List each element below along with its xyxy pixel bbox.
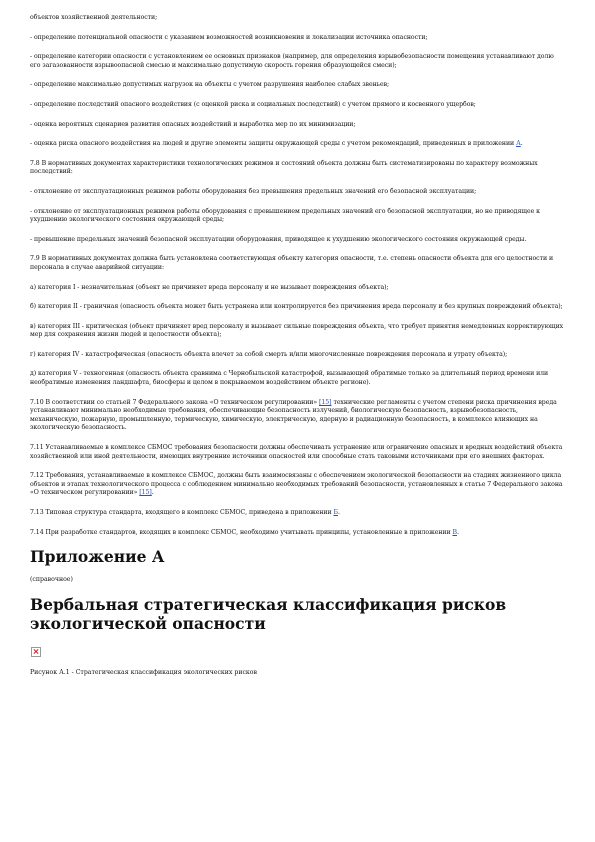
paragraph xyxy=(30,284,565,293)
paragraph-text-tail: . xyxy=(520,140,523,148)
paragraph xyxy=(30,472,565,498)
paragraph xyxy=(30,14,565,23)
paragraph-text: объектов хозяйственной деятельности; xyxy=(30,14,158,21)
paragraph-text: в) категория III - критическая (объект причиняет вред персоналу и вызывает сильные повреждения объекта, что требует принятия немедленных корректирующих мер для сохранения жизни людей и целостности объекта); xyxy=(30,322,564,339)
paragraph-text: 7.10 В соответствии со статьей 7 Федерального закона «О техническом регулировании» xyxy=(30,398,320,406)
paragraph-text: - превышение предельных значений безопасной эксплуатации оборудования, приводящее к ухудшению экологического состояния окружающей среды. xyxy=(30,235,527,243)
paragraph xyxy=(30,303,565,312)
paragraph xyxy=(30,236,565,245)
paragraph-text: а) категория I - незначительная (объект не причиняет вреда персоналу и не вызывает повреждения объекта); xyxy=(30,283,389,291)
paragraph xyxy=(30,101,565,110)
paragraph-text: 7.14 При разработке стандартов, входящих в комплекс СБМОС, необходимо учитывать принципы, установленные в приложении xyxy=(30,528,453,536)
document-body xyxy=(30,14,565,677)
paragraph xyxy=(30,208,565,225)
paragraph-text: - оценка риска опасного воздействия на людей и другие элементы защиты окружающей среды с учетом рекомендаций, приведенных в приложении xyxy=(30,140,517,148)
reference-link[interactable]: В xyxy=(452,528,457,536)
appendix-note: (справочное) xyxy=(30,576,73,584)
paragraph-text: - отклонение от эксплуатационных режимов работы оборудования без превышения предельных значений его безопасной эксплуатации; xyxy=(30,187,477,195)
paragraph xyxy=(30,53,565,70)
paragraph-text-tail: . xyxy=(337,509,340,516)
paragraph xyxy=(30,351,565,360)
paragraph-text: 7.13 Типовая структура стандарта, входящего в комплекс СБМОС, приведена в приложении xyxy=(30,509,334,516)
paragraph-list xyxy=(30,14,565,537)
paragraph-text: - отклонение от эксплуатационных режимов работы оборудования с превышением предельных значений его безопасной эксплуатации, но не приводящее к ухудшению экологического состояния окружающей среды; xyxy=(30,207,540,224)
broken-image-icon xyxy=(31,647,41,657)
paragraph-text: - определение категории опасности с установлением ее основных признаков (например, для определения взрывобезопасности помещения устанавливают долю его загазованности взрывоопасной смесью и максимально допустимую скорость горения образующейся смеси); xyxy=(30,53,554,69)
paragraph xyxy=(30,399,565,433)
paragraph xyxy=(30,323,565,340)
paragraph xyxy=(30,370,565,387)
paragraph xyxy=(30,188,565,197)
paragraph-text: 7.12 Требования, устанавливаемые в комплексе СБМОС, должны быть взаимосвязаны с обеспечением экологической безопасности на стадиях жизненного цикла объектов и этапах технологического процесса с соблюдением минимально необходимых требований безопасности, установленных в статье 7 Федерального закона «О техническом регулировании» xyxy=(30,472,563,497)
paragraph-text: 7.11 Устанавливаемые в комплексе СБМОС требования безопасности должны обеспечивать устранение или ограничение опасных и вредных воздействий объекта хозяйственной или иной деятельности, имеющих внутренние источники опасностей или способные стать таковыми источниками при его внешних факторах. xyxy=(30,444,563,460)
reference-link[interactable]: [15] xyxy=(139,489,152,497)
paragraph-text: г) категория IV - катастрофическая (опасность объекта влечет за собой смерть и/или многочисленные повреждения персонала и утрату объекта); xyxy=(30,350,508,358)
reference-link[interactable]: [15] xyxy=(319,398,332,406)
appendix-title: Приложение А xyxy=(30,547,165,567)
reference-link[interactable]: А xyxy=(516,140,521,148)
paragraph xyxy=(30,529,565,538)
paragraph-text: 7.9 В нормативных документах должна быть установлена соответствующая объекту категория опасности, т.е. степень опасности объекта для его целостности и персонала в случае аварийной ситуации: xyxy=(30,255,554,271)
paragraph xyxy=(30,255,565,272)
paragraph-text: д) категория V - техногенная (опасность объекта сравнима с Чернобыльской катастрофой, вызывающей обратимые только за длительный период времени или необратимые изменения ландшафта, биосферы и целом в покрываемом воздействием объекте регионе). xyxy=(30,370,549,387)
paragraph-text: - оценка вероятных сценариев развития опасных воздействий и выработка мер по их минимизации; xyxy=(30,120,356,128)
paragraph xyxy=(30,444,565,461)
paragraph xyxy=(30,121,565,130)
paragraph-text: - определение потенциальной опасности с указанием возможностей возникновения и локализации источника опасности; xyxy=(30,33,428,41)
figure-caption: Рисунок А.1 - Стратегическая классификация экологических рисков xyxy=(30,668,258,676)
reference-link[interactable]: Б xyxy=(333,509,338,516)
paragraph-text: б) категория II - граничная (опасность объекта может быть устранена или контролируется без причинения вреда персоналу и без крупных повреждений объекта); xyxy=(30,303,563,311)
paragraph xyxy=(30,34,565,43)
paragraph-text-tail: технические регламенты с учетом степени риска причинения вреда устанавливают минимально необходимые требования, обеспечивающие безопасность излучений, биологическую безопасность, взрывобезопасность, механическую, пожарную, промышленную, термическую, химическую, электрическую, ядерную и радиационную безопасность, в комплексе влияющих на экологическую безопасность. xyxy=(30,398,557,432)
paragraph-text-tail: . xyxy=(151,489,154,497)
paragraph-text: - определение максимально допустимых нагрузок на объекты с учетом разрушения наиболее слабых звеньев; xyxy=(30,81,390,89)
paragraph xyxy=(30,140,565,149)
paragraph xyxy=(30,160,565,177)
paragraph-text-tail: . xyxy=(456,528,459,536)
appendix-heading: Вербальная стратегическая классификация рисков экологической опасности xyxy=(30,594,507,633)
paragraph xyxy=(30,509,565,518)
paragraph-text: 7.8 В нормативных документах характеристики технологических режимов и состояний объекта должны быть систематизированы по характеру возможных последствий: xyxy=(30,159,538,176)
paragraph xyxy=(30,81,565,90)
paragraph-text: - определение последствий опасного воздействия (с оценкой риска и социальных последствий) с учетом прямого и косвенного ущербов; xyxy=(30,100,476,108)
